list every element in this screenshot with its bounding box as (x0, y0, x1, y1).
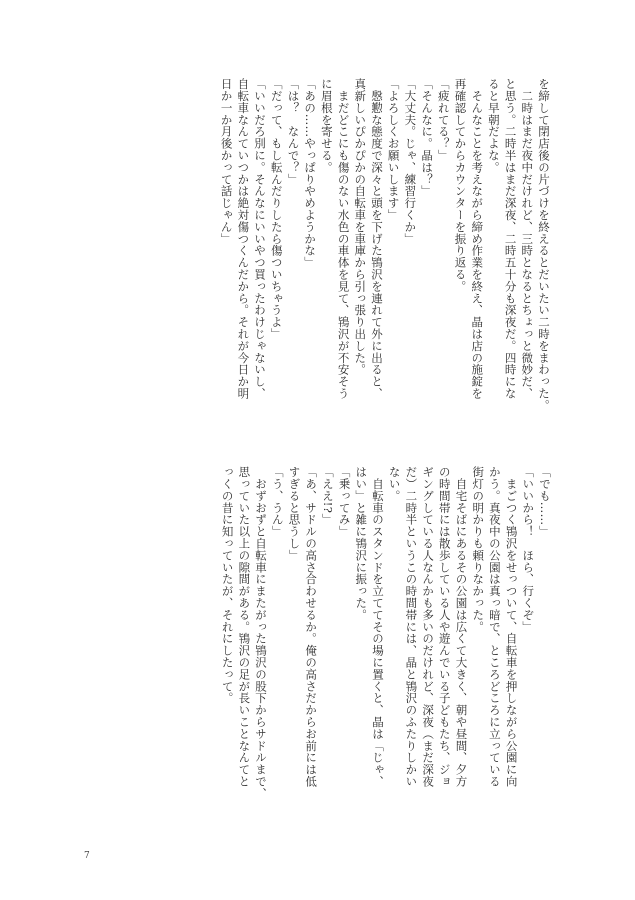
text-line: 「いいだろ別に。そんなにいいやつ買ったわけじゃないし、 (253, 78, 268, 400)
text-line: っくの昔に知っていたが、それにしたって。 (220, 466, 235, 704)
text-line: 「でも……」 (538, 466, 552, 538)
text-line: と思う。二時半はまだ深夜、二時五十分も深夜だ。四時にな (503, 78, 518, 400)
text-line: そんなことを考えながら締め作業を終え、晶は店の施錠を (470, 78, 485, 400)
text-line: だ）二時半というこの時間帯には、晶と鴇沢のふたりしかい (404, 466, 419, 788)
text-line: 思っていた以上の隙間がある。鴇沢の足が長いことなんてと (237, 466, 252, 788)
text-line: 「いいから！ ほら、行くぞ」 (521, 466, 536, 633)
text-line: 街灯の明かりも頼りなかった。 (471, 466, 486, 633)
text-line: 自宅そばにあるその公園は広くて大きく、朝や昼間、夕方 (454, 466, 469, 788)
text-line: 「あの……やっぱりやめようかな」 (303, 78, 318, 269)
text-line: 「ええ!?」 (320, 466, 335, 526)
text-line: かう。真夜中の公園は真っ暗で、ところどころに立っている (487, 466, 502, 788)
text-block-upper (112, 78, 552, 423)
text-line: 慇懃な態度で深々と頭を下げた鴇沢を連れて外に出ると、 (369, 78, 384, 400)
text-line: 再確認してからカウンターを振り返る。 (453, 78, 468, 293)
text-line: 自転車のスタンドを立ててその場に置くと、晶は「じゃ、 (370, 466, 385, 788)
text-line: 日か一か月後かって話じゃん」 (219, 78, 234, 245)
text-line: ギングしている人なんかも多いのだけれど、深夜（まだ深夜 (421, 466, 436, 788)
text-line: 「よろしくお願いします」 (386, 78, 401, 221)
text-line: 「乗ってみ」 (337, 466, 352, 538)
text-line: すぎると思うし」 (287, 466, 302, 562)
text-line: ると早朝だよな。 (486, 78, 501, 174)
page-number: 7 (84, 851, 90, 861)
text-line: 「そんなに。晶は？」 (420, 78, 435, 197)
text-line: の時間帯には散歩している人や遊んでいる子どもたち、ジョ (437, 466, 452, 788)
text-line: に眉根を寄せる。 (319, 78, 334, 174)
text-line: ない。 (387, 466, 402, 502)
text-block-lower (113, 466, 553, 811)
text-line: はい」と雑に鴇沢に振った。 (354, 466, 369, 621)
text-line: 「は？ なんで？」 (286, 78, 301, 186)
text-line: 自転車なんていつかは絶対傷つくんだから。それが今日か明 (236, 78, 251, 400)
text-line: 「大丈夫。じゃ、練習行くか」 (403, 78, 418, 245)
text-line: を締して閉店後の片づけを終えるとだいたい二時をまわった。 (537, 78, 551, 412)
text-line: 「だって、もし転んだりしたら傷ついちゃうよ」 (269, 78, 284, 340)
text-line: 真新しいぴかぴかの自転車を車庫から引っ張り出した。 (353, 78, 368, 376)
text-line: 二時はまだ夜中だけれど、三時となるとちょっと微妙だ、 (520, 78, 535, 400)
text-line: まだどこにも傷のない水色の車体を見て、鴇沢が不安そう (336, 78, 351, 400)
text-line: おずおずと自転車にまたがった鴇沢の股下からサドルまで、 (254, 466, 269, 800)
text-line: 「疲れてる？」 (436, 78, 451, 162)
text-line: 「う、うん」 (270, 466, 285, 538)
text-line: 「あ、サドルの高さ合わせるか。俺の高さだからお前には低 (304, 466, 319, 788)
text-line: まごつく鴇沢をせっついて、自転車を押しながら公園に向 (504, 466, 519, 788)
